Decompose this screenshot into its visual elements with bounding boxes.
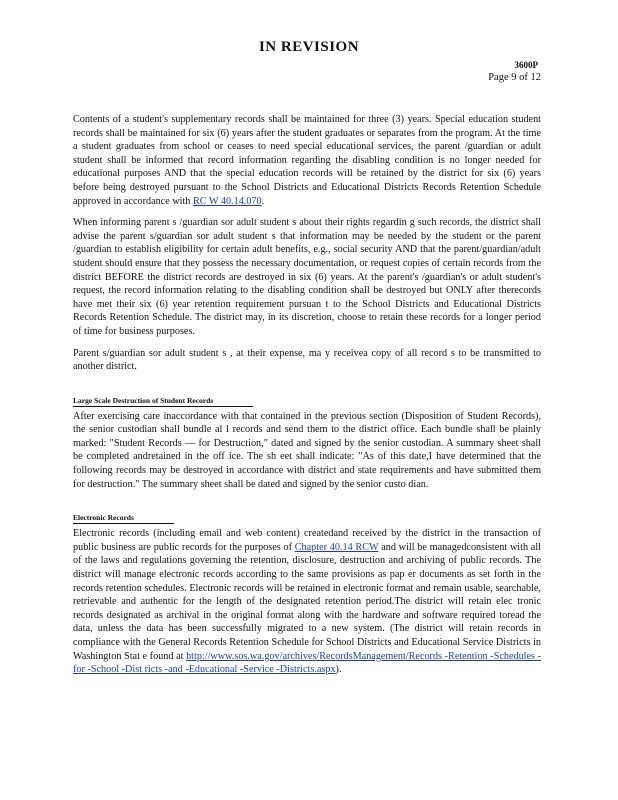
page-title: IN REVISION [258,39,360,55]
policy-number: 3600P [514,60,538,70]
paragraph-supplementary-records [73,113,541,208]
paragraph-copy-of-records: Parent s/guardian sor adult student s , at their expense, ma y receivea copy of all record s to be transmitted to another district. [73,347,541,373]
paragraph-text-end: . [261,195,265,207]
chapter-40-14-rcw-link[interactable]: Chapter 40.14 RCW [294,541,379,553]
heading-large-scale-destruction: Large Scale Destruction of Student Records [73,396,253,407]
paragraph-informing-parents: When informing parent s /guardian sor adult student s about their rights regardin g such records, the district shall advise the parent s/guardian sor adult student s that information may be needed by the student or the parent /guardian to establish eligibility for certain adult benefits, e.g., social security AND that the parent/guardian/adult student should ensure that they possess the necessary documentation, or request copies of certain records from the district BEFORE the district records are destroyed in six (6) years. At the parent's /guardian's or adult student's request, the record information relating to the disabling condition shall be destroyed but ONLY after therecords have met their six (6) year retention requirement pursuan t to the School Districts and Educational Districts Records Retention Schedule. The district may, in its discretion, choose to retain these records for a longer period of time for business purposes. [73,217,541,337]
page-indicator: Page 9 of 12 [488,72,541,83]
paragraph-electronic-records [73,527,541,677]
paragraph-text: and will be managedconsistent with all of the laws and regulations governing the retention, disclosure, destruction and archiving of public records. The district will manage electronic records according to the same provisions as pap er documents as set forth in the records retention schedules. Electronic records will be retained in electronic format and remain usable, searchable, retrievable and authentic for the length of the designated retention period.The district will retain elec tronic records designated as archival in the original format along with the hardware and software required toread the data, unless the data has been successfully migrated to a new system. (The district will retain records in compliance with the General Records Retention Schedule for School Districts and Educational Service Districts in Washington Stat e found at [73,541,541,662]
rcw-40-14-070-link[interactable]: RC W 40.14.070 [192,195,262,207]
paragraph-large-scale-destruction: After exercising care inaccordance with that contained in the previous section (Disposition of Student Records), the senior custodian shall bundle al l records and send them to the district office. Each bundle shall be plainly marked: "Student Records — for Destruction," dated and signed by the senior custodian. A summary sheet shall be completed andretained in the off ice. The sh eet shall indicate: "As of this date,I have determined that the following records may be destroyed in accordance with district and state requirements and have submitted them for destruction." The summary sheet shall be dated and signed by the senior custo dian. [73,410,541,490]
document-body [73,113,541,685]
heading-electronic-records: Electronic Records [73,513,174,524]
paragraph-text: Contents of a student's supplementary records shall be maintained for three (3) years. Special education student records shall be maintained for six (6) years after the student graduates or separates from the program. At the time a student graduates from school or ceases to need special educational services, the parent /guardian or adult student shall be informed that record information regarding the disabling condition is no longer needed for educational purposes AND that the special education records will be retained by the district for six (6) years before being destroyed pursuant to the School Districts and Educational Districts Records Retention Schedule approved in accordance with [73,114,541,207]
retention-schedule-url-link[interactable]: http://www.sos.wa.gov/archives/RecordsManagement/Records -Retention -Schedules -for -School -Dist ricts -and -Educational -Service -Districts.aspx [73,650,542,676]
paragraph-text-end: ). [335,664,342,676]
paragraph-text: Electronic records (including email and web content) createdand received by the district in the transaction of public business are public records for the purposes of [73,528,541,553]
